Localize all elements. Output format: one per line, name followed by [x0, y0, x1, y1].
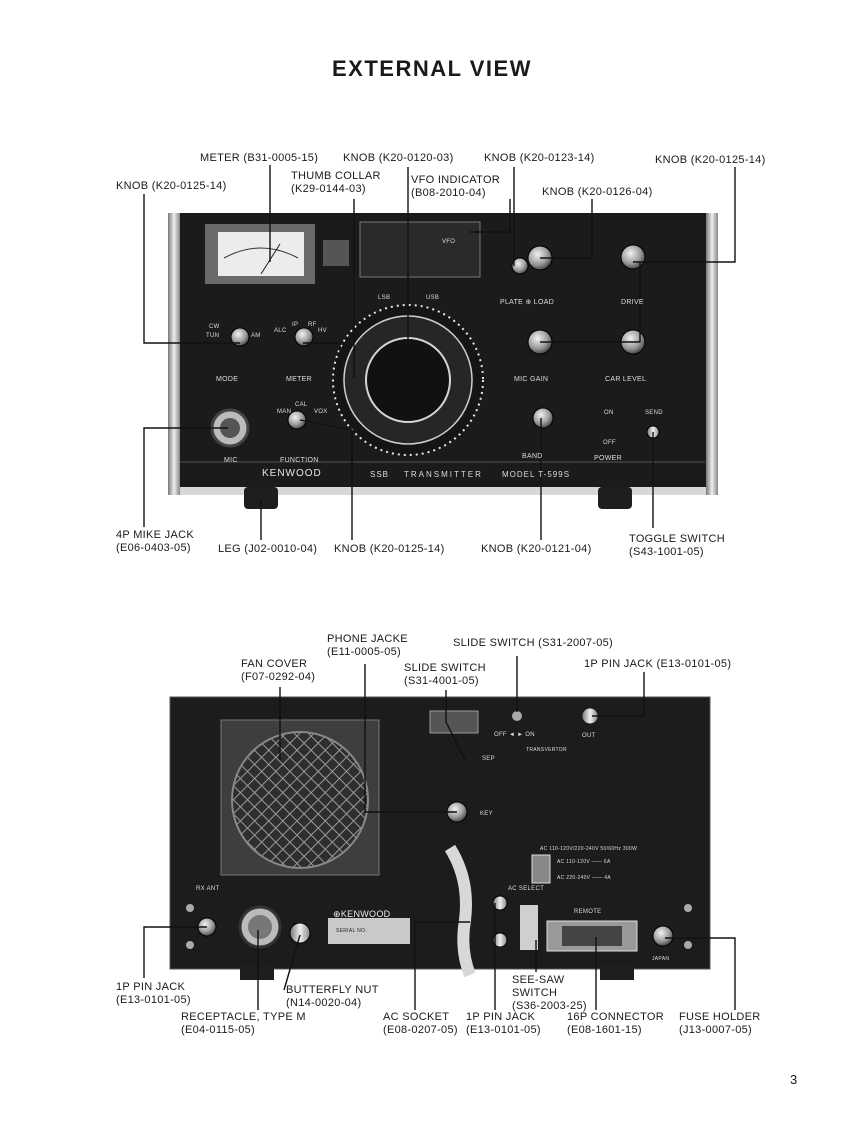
rf-label: RF [308, 322, 317, 328]
mike-jack-callout: 4P MIKE JACK (E06-0403-05) [116, 529, 194, 554]
alc-label: ALC [274, 328, 287, 334]
vfo-label: VFO [442, 239, 456, 245]
key-label: KEY [480, 811, 493, 817]
ac-spec-label: AC 110-120V/220-240V 50/60Hz 300W [540, 846, 638, 852]
model-label: MODEL T-599S [502, 470, 571, 479]
usb-label: USB [426, 295, 440, 301]
slide-switch-top-callout: SLIDE SWITCH (S31-2007-05) [453, 637, 614, 649]
transmitter-label: TRANSMITTER [404, 470, 483, 479]
on-label: ON [604, 410, 614, 416]
knob-k20-0120-03-callout: KNOB (K20-0120-03) [343, 152, 454, 164]
function-label: FUNCTION [280, 457, 319, 464]
man-label: MAN [277, 409, 292, 415]
front-panel [168, 213, 718, 509]
leg [598, 487, 632, 509]
off-on-label: OFF ◄ ► ON [494, 732, 535, 738]
ac-110-label: AC 110-120V —— 6A [557, 859, 611, 865]
am-label: AM [251, 333, 261, 339]
rear-panel [170, 697, 710, 980]
power-label: POWER [594, 455, 622, 462]
phone-jack-callout: PHONE JACKE (E11-0005-05) [327, 633, 408, 658]
knob-k20-0125-14-bottom-callout: KNOB (K20-0125-14) [334, 543, 445, 555]
knob-k20-0125-14-left-callout: KNOB (K20-0125-14) [116, 180, 227, 192]
knob-k20-0123-14-callout: KNOB (K20-0123-14) [484, 152, 595, 164]
pin-jack-bottom-callout: 1P PIN JACK (E13-0101-05) [466, 1011, 541, 1036]
fuse-holder-callout: FUSE HOLDER (J13-0007-05) [679, 1011, 761, 1036]
sep-label: SEP [482, 756, 495, 762]
thumb-collar-callout: THUMB COLLAR (K29-0144-03) [291, 170, 381, 195]
brand-logo: KENWOOD [262, 468, 322, 479]
page-title: EXTERNAL VIEW [331, 56, 532, 81]
serial-label: SERIAL NO. [336, 928, 367, 934]
lsb-label: LSB [378, 295, 391, 301]
car-level-label: CAR LEVEL [605, 376, 647, 383]
ac-220-label: AC 220-240V —— 4A [557, 875, 612, 881]
fan-cover-callout: FAN COVER (F07-0292-04) [241, 658, 316, 683]
mode-label: MODE [216, 376, 239, 383]
rx-ant-label: RX ANT [196, 886, 220, 892]
knob-k20-0125-14-top-right-callout: KNOB (K20-0125-14) [655, 154, 766, 166]
out-label: OUT [582, 733, 596, 739]
off-label: OFF [603, 440, 616, 446]
toggle-switch-callout: TOGGLE SWITCH (S43-1001-05) [629, 533, 725, 558]
ip-label: IP [292, 322, 299, 328]
vfo-indicator [360, 222, 480, 277]
japan-label: JAPAN [652, 956, 670, 962]
send-label: SEND [645, 410, 663, 416]
cal-label: CAL [295, 402, 308, 408]
knob-k20-0121-04-callout: KNOB (K20-0121-04) [481, 543, 592, 555]
meter-label: METER [286, 376, 312, 383]
mic-gain-label: MIC GAIN [514, 376, 549, 383]
page-number: 3 [790, 1072, 798, 1087]
butterfly-nut-callout: BUTTERFLY NUT (N14-0020-04) [286, 984, 379, 1009]
mic-label: MIC [224, 457, 238, 464]
receptacle-callout: RECEPTACLE, TYPE M (E04-0115-05) [181, 1011, 306, 1036]
knob-k20-0126-04-callout: KNOB (K20-0126-04) [542, 186, 653, 198]
ac-select-label: AC SELECT [508, 886, 545, 892]
rear-brand-logo: ⊕KENWOOD [333, 909, 391, 919]
meter-callout: METER (B31-0005-15) [200, 152, 319, 164]
ssb-label: SSB [370, 470, 390, 479]
transverter-label: TRANSVERTOR [526, 747, 567, 753]
tun-label: TUN [206, 333, 220, 339]
drive-label: DRIVE [621, 299, 644, 306]
ac-socket-callout: AC SOCKET (E08-0207-05) [383, 1011, 458, 1036]
pin-jack-left-callout: 1P PIN JACK (E13-0101-05) [116, 981, 191, 1006]
vfo-indicator-callout: VFO INDICATOR (B08-2010-04) [411, 174, 501, 199]
seesaw-switch-callout: SEE-SAW SWITCH (S36-2003-25) [512, 974, 587, 1012]
connector-16p-callout: 16P CONNECTOR (E08-1601-15) [567, 1011, 665, 1036]
pin-jack-top-right-callout: 1P PIN JACK (E13-0101-05) [584, 658, 732, 670]
leg-callout: LEG (J02-0010-04) [218, 543, 318, 555]
hv-label: HV [318, 328, 327, 334]
plate-load-label: PLATE ⊕ LOAD [500, 299, 555, 306]
vox-label: VOX [314, 409, 328, 415]
band-label: BAND [522, 453, 543, 460]
remote-label: REMOTE [574, 909, 602, 915]
cw-label: CW [209, 324, 220, 330]
slide-switch-callout: SLIDE SWITCH (S31-4001-05) [404, 662, 486, 687]
